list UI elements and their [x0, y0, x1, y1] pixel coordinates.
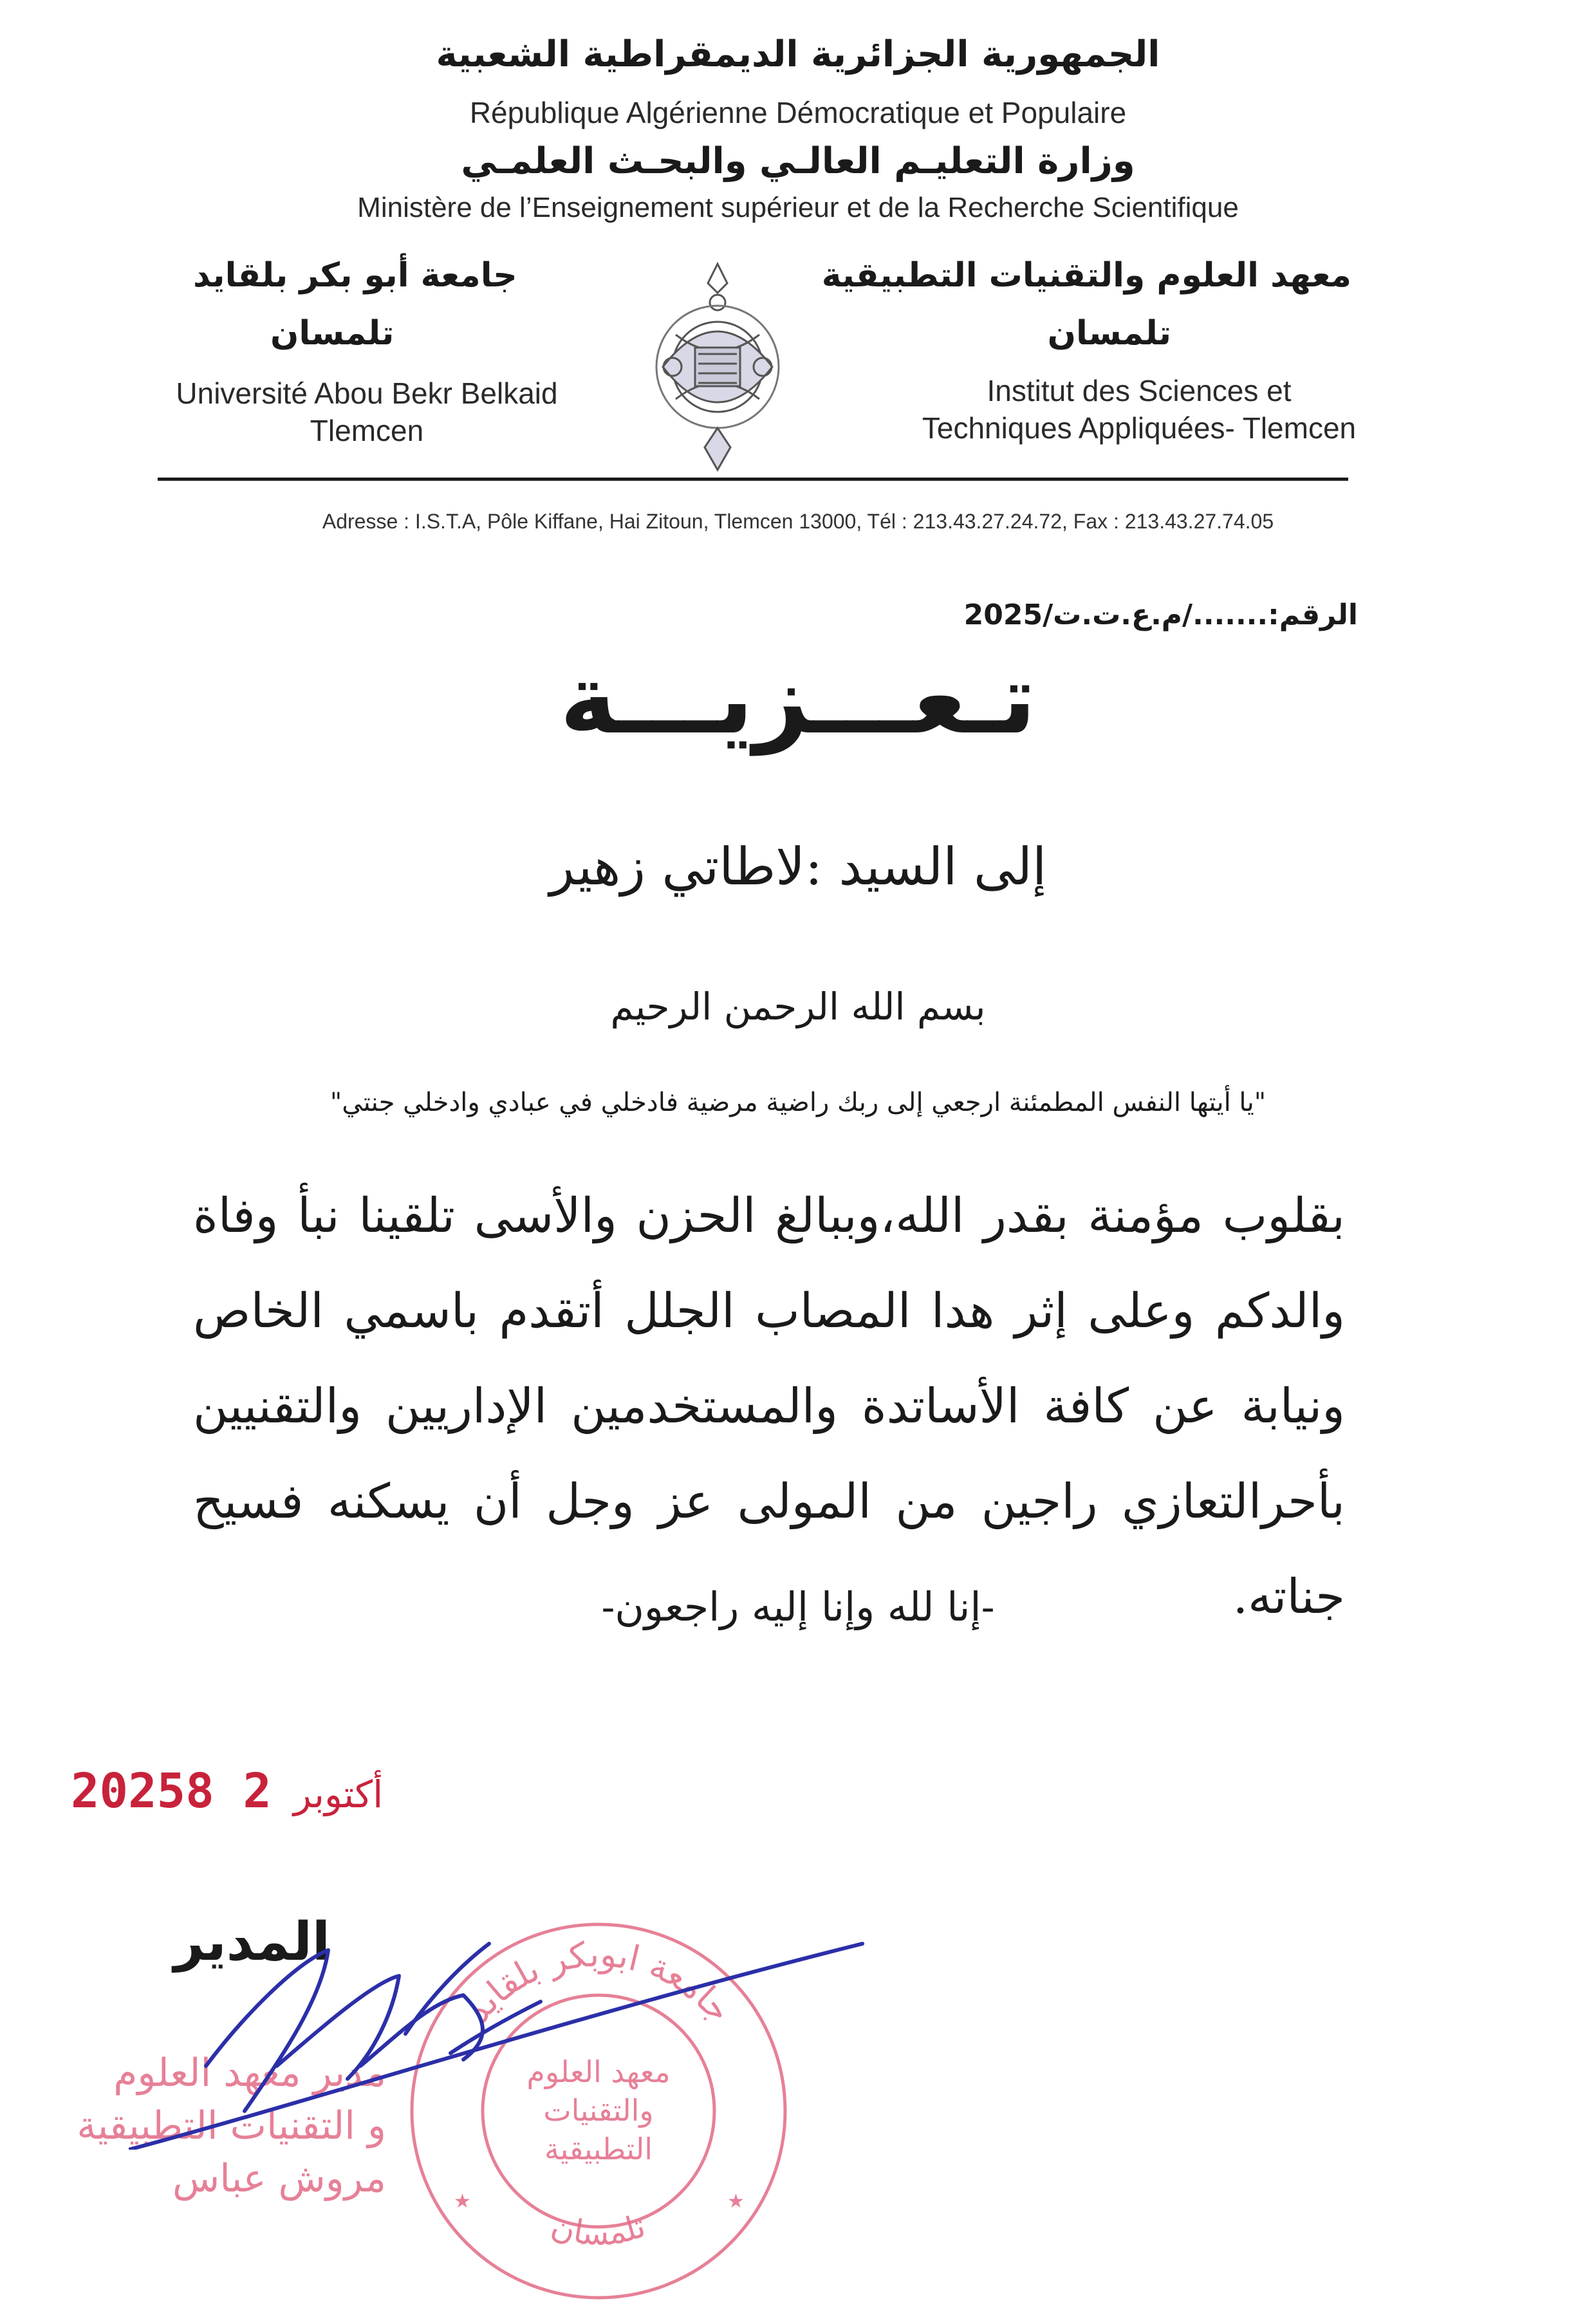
seal-bottom-text: تلمسان	[547, 2206, 651, 2253]
ministry-name-arabic: وزارة التعليـم العالـي والبحـث العلمـي	[461, 140, 1135, 182]
date-month: أكتوبر	[293, 1773, 384, 1816]
university-emblem-icon	[637, 257, 798, 476]
seal-inner-line: والتقنيات	[543, 2093, 654, 2128]
svg-text:تلمسان	[547, 2207, 650, 2253]
date-year: 2025	[71, 1763, 186, 1819]
institute-name-arabic: معهد العلوم والتقنيات التطبيقية	[821, 256, 1351, 295]
stamp-line: و التقنيات التطبيقية	[77, 2103, 386, 2148]
republic-name-french: République Algérienne Démocratique et Populaire	[469, 96, 1127, 129]
institute-city-arabic: تلمسان	[1047, 314, 1171, 353]
quran-verse: "يا أيتها النفس المطمئنة ارجعي إلى ربك راضية مرضية فادخلي في عبادي وادخلي جنتي"	[329, 1088, 1267, 1117]
header-divider	[158, 478, 1348, 481]
seal-inner-line: التطبيقية	[544, 2132, 653, 2166]
seal-star-icon: ★	[454, 2190, 471, 2213]
date-stamp	[71, 1763, 405, 1819]
institute-name-french: Institut des Sciences et Techniques Appliquées- Tlemcen	[922, 374, 1357, 445]
date-day: 2 8	[185, 1763, 272, 1819]
seal-star-icon: ★	[727, 2190, 745, 2213]
page-title: تـعـــزيـــة	[559, 644, 1037, 756]
stamp-line: مدير معهد العلوم	[113, 2051, 386, 2096]
university-name-french: Université Abou Bekr Belkaid Tlemcen	[176, 377, 558, 447]
recipient-line: إلى السيد :لاطاتي زهير	[549, 837, 1047, 897]
university-city-arabic: تلمسان	[270, 314, 394, 353]
seal-inner-line: معهد العلوم	[526, 2054, 671, 2089]
closing-phrase: -إنا لله وإنا إليه راجعون-	[601, 1583, 995, 1630]
condolence-body: بقلوب مؤمنة بقدر الله،وببالغ الحزن والأسى تلقينا نبأ وفاة والدكم وعلى إثر هدا المصاب الجلل أتقدم باسمي الخاص ونيابة عن كافة الأساتدة والمستخدمين الإداريين والتقنيين بأحرالتعازي راجين من المولى عز وجل أن يسكنه فسيح جناته.	[193, 1188, 1345, 1624]
university-name-arabic: جامعة أبو بكر بلقايد	[193, 256, 517, 295]
reference-number: الرقم:......./م.ع.ت.ت/2025	[963, 599, 1358, 631]
basmala: بسم الله الرحمن الرحيم	[610, 985, 986, 1028]
ministry-name-french: Ministère de l’Enseignement supérieur et de la Recherche Scientifique	[357, 192, 1239, 223]
stamp-line: مروش عباس	[172, 2156, 386, 2201]
republic-name-arabic: الجمهورية الجزائرية الديمقراطية الشعبية	[436, 33, 1160, 75]
institute-address: Adresse : I.S.T.A, Pôle Kiffane, Hai Zitoun, Tlemcen 13000, Tél : 213.43.27.24.72, Fax : 213.43.27.74.05	[322, 510, 1274, 533]
seal-outer-text: جامعة ابوبكر بلقايد	[457, 1933, 740, 2031]
director-title: المدير	[174, 1912, 331, 1973]
director-signature-icon	[129, 1905, 869, 2150]
